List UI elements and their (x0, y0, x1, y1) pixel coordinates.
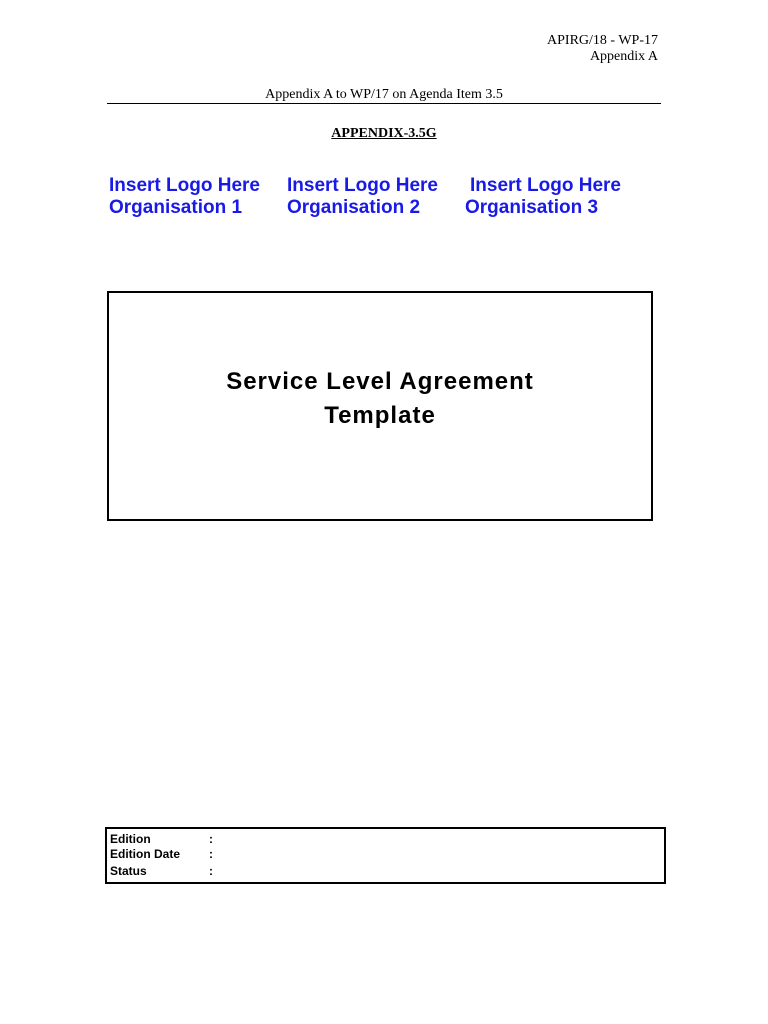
organisation-name: Organisation 1 (109, 197, 243, 218)
edition-label: Edition (110, 832, 151, 846)
logo-placeholder-2 (287, 175, 438, 219)
edition-date-label: Edition Date (110, 847, 181, 861)
header-divider (107, 103, 661, 104)
status-label: Status (110, 864, 147, 878)
edition-separator: : (209, 832, 213, 846)
edition-table (105, 827, 666, 884)
status-separator: : (209, 864, 213, 878)
logo-placeholder-3 (465, 175, 621, 219)
organisation-name: Organisation 2 (287, 197, 421, 218)
document-reference-block (547, 33, 658, 65)
appendix-title: APPENDIX-3.5G (331, 126, 437, 141)
logo-placeholder-text: Insert Logo Here (109, 175, 260, 196)
title-box (107, 291, 653, 521)
logo-placeholder-text: Insert Logo Here (287, 175, 438, 196)
logo-placeholder-1 (109, 175, 260, 219)
appendix-label: Appendix A (589, 49, 658, 64)
document-reference: APIRG/18 - WP-17 (547, 33, 658, 48)
header-subtitle: Appendix A to WP/17 on Agenda Item 3.5 (265, 87, 503, 102)
title-line-2: Template (324, 402, 436, 429)
edition-date-separator: : (209, 847, 213, 861)
title-line-1: Service Level Agreement (226, 368, 534, 395)
document-title (109, 365, 651, 433)
organisation-name: Organisation 3 (465, 197, 599, 218)
logo-placeholder-text: Insert Logo Here (470, 175, 621, 196)
